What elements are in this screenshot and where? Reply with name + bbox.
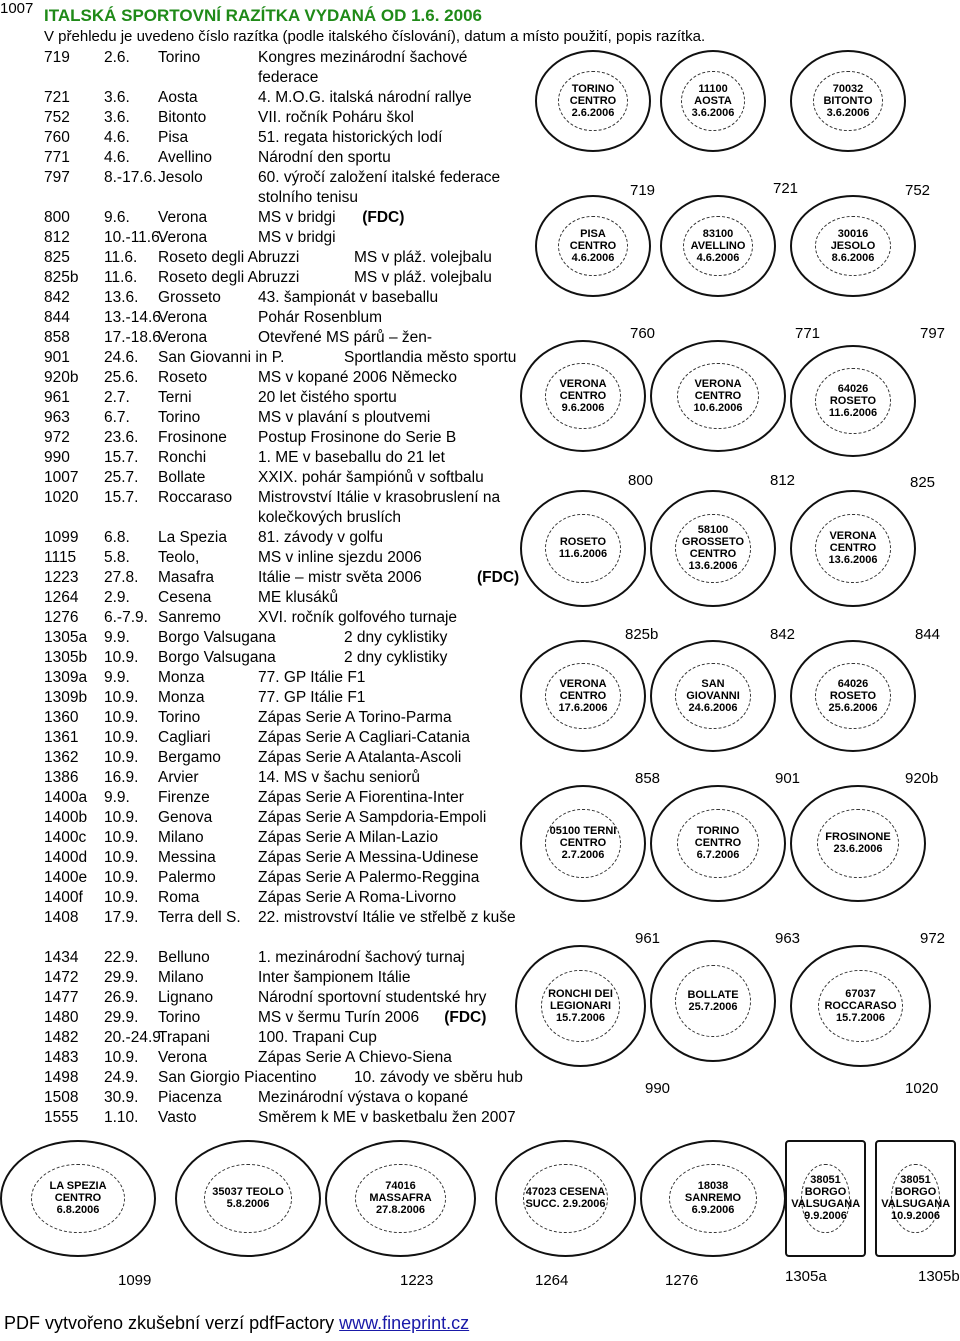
stamp-date: 1.10.	[104, 1109, 139, 1126]
postmark-image	[535, 50, 651, 152]
postmark-image	[515, 945, 646, 1067]
postmark-number: 1007	[0, 0, 34, 17]
postmark-image	[785, 1140, 866, 1257]
stamp-place: Roseto	[158, 369, 208, 386]
stamp-number: 1362	[44, 749, 79, 766]
postmark-number: 961	[635, 930, 661, 947]
stamp-description: 81. závody v golfu	[258, 529, 383, 546]
postmark-text: 35037 TEOLO 5.8.2006	[204, 1164, 291, 1234]
stamp-date: 10.9.	[104, 889, 139, 906]
stamp-description: 43. šampionát v baseballu	[258, 289, 439, 306]
stamp-number: 771	[44, 149, 70, 166]
stamp-description: MS v kopané 2006 Německo	[258, 369, 458, 386]
postmark-image	[650, 640, 776, 752]
stamp-number: 1400a	[44, 789, 88, 806]
postmark-text: TORINO CENTRO 2.6.2006	[558, 71, 627, 132]
postmark-image	[650, 340, 786, 452]
stamp-description: Kongres mezinárodní šachové federace	[258, 49, 468, 86]
stamp-date: 30.9.	[104, 1089, 139, 1106]
stamp-number: 1361	[44, 729, 79, 746]
stamp-description: 77. GP Itálie F1	[258, 669, 366, 686]
stamp-place: Sanremo	[158, 609, 221, 626]
stamp-description: XXIX. pohár šampiónů v softbalu	[258, 469, 484, 486]
stamp-number: 721	[44, 89, 70, 106]
postmark-image	[790, 345, 916, 457]
stamp-number: 752	[44, 109, 70, 126]
stamp-number: 1305b	[44, 649, 88, 666]
stamp-description: MS v inline sjezdu 2006	[258, 549, 422, 566]
intro-text: V přehledu je uvedeno číslo razítka (podle italského číslování), datum a místo použití, popis razítka.	[44, 28, 706, 45]
stamp-date: 2.6.	[104, 49, 130, 66]
stamp-date: 25.7.	[104, 469, 139, 486]
stamp-date: 5.8.	[104, 549, 130, 566]
stamp-date: 25.6.	[104, 369, 139, 386]
stamp-date: 9.9.	[104, 669, 130, 686]
postmark-text: VERONA CENTRO 10.6.2006	[677, 363, 758, 430]
stamp-description: 2 dny cyklistiky	[344, 649, 448, 666]
postmark-image	[650, 940, 776, 1062]
postmark-text: BOLLATE 25.7.2006	[675, 965, 750, 1038]
postmark-image	[875, 1140, 956, 1257]
stamp-date: 16.9.	[104, 769, 139, 786]
stamp-place: Lignano	[158, 989, 214, 1006]
stamp-number: 800	[44, 209, 70, 226]
stamp-number: 1555	[44, 1109, 79, 1126]
stamp-description: Národní sportovní studentské hry	[258, 989, 487, 1006]
stamp-description: 2 dny cyklistiky	[344, 629, 448, 646]
stamp-number: 1386	[44, 769, 79, 786]
stamp-number: 797	[44, 169, 70, 186]
stamp-description: Zápas Serie A Cagliari-Catania	[258, 729, 470, 746]
stamp-description: 4. M.O.G. italská národní rallye	[258, 89, 472, 106]
stamp-place: Torino	[158, 709, 201, 726]
stamp-number: 1508	[44, 1089, 79, 1106]
stamp-description: MS v bridgi	[258, 209, 336, 226]
stamp-date: 27.8.	[104, 569, 139, 586]
stamp-date: 8.-17.6.	[104, 169, 157, 186]
postmark-image	[650, 785, 786, 902]
stamp-number: 1400e	[44, 869, 88, 886]
footer-link[interactable]: www.fineprint.cz	[339, 1313, 470, 1333]
postmark-text: ROSETO 11.6.2006	[545, 514, 620, 584]
postmark-number: 721	[773, 180, 799, 197]
stamp-date: 10.9.	[104, 749, 139, 766]
stamp-description: Mezinárodní výstava o kopané	[258, 1089, 469, 1106]
stamp-number: 1264	[44, 589, 79, 606]
stamp-place: Roccaraso	[158, 489, 233, 506]
stamp-date: 17.-18.6.	[104, 329, 166, 346]
stamp-place: Bergamo	[158, 749, 221, 766]
stamp-number: 825	[44, 249, 70, 266]
postmark-image	[325, 1140, 476, 1257]
stamp-number: 961	[44, 389, 70, 406]
stamp-place: Roma	[158, 889, 200, 906]
stamp-description: Národní den sportu	[258, 149, 391, 166]
stamp-number: 825b	[44, 269, 79, 286]
stamp-place: Terni	[158, 389, 192, 406]
stamp-description: 100. Trapani Cup	[258, 1029, 377, 1046]
stamp-description: Postup Frosinone do Serie B	[258, 429, 457, 446]
postmark-text: 58100 GROSSETO CENTRO 13.6.2006	[675, 514, 750, 584]
stamp-number: 901	[44, 349, 70, 366]
stamp-description: 14. MS v šachu seniorů	[258, 769, 420, 786]
fdc-badge: (FDC)	[477, 569, 520, 586]
postmark-text: VERONA CENTRO 17.6.2006	[545, 663, 620, 730]
stamp-date: 23.6.	[104, 429, 139, 446]
stamp-place: Verona	[158, 209, 208, 226]
postmark-text: 30016 JESOLO 8.6.2006	[815, 216, 890, 277]
stamp-description: Zápas Serie A Palermo-Reggina	[258, 869, 480, 886]
stamp-number: 1223	[44, 569, 79, 586]
stamp-place: Firenze	[158, 789, 210, 806]
stamp-date: 4.6.	[104, 129, 130, 146]
stamp-place: Torino	[158, 49, 201, 66]
stamp-date: 3.6.	[104, 109, 130, 126]
stamp-date: 6.7.	[104, 409, 130, 426]
stamp-place: Palermo	[158, 869, 216, 886]
postmark-text: 18038 SANREMO 6.9.2006	[669, 1164, 756, 1234]
stamp-number: 842	[44, 289, 70, 306]
stamp-description: Zápas Serie A Fiorentina-Inter	[258, 789, 464, 806]
stamp-number: 812	[44, 229, 70, 246]
stamp-description: 60. výročí založení italské federace stolního tenisu	[258, 169, 501, 206]
postmark-image	[790, 490, 916, 607]
stamp-description: VII. ročník Poháru škol	[258, 109, 414, 126]
postmark-text: 05100 TERNI CENTRO 2.7.2006	[545, 809, 620, 879]
postmark-text: VERONA CENTRO 13.6.2006	[815, 514, 890, 584]
stamp-place: Verona	[158, 329, 208, 346]
stamp-place: Milano	[158, 969, 204, 986]
stamp-number: 1408	[44, 909, 79, 926]
stamp-date: 9.9.	[104, 629, 130, 646]
stamp-number: 1472	[44, 969, 79, 986]
postmark-number: 771	[795, 325, 821, 342]
stamp-description: Směrem k ME v basketbalu žen 2007	[258, 1109, 516, 1126]
stamp-description: Zápas Serie A Torino-Parma	[258, 709, 452, 726]
postmark-number: 1223	[400, 1272, 434, 1289]
stamp-place: Verona	[158, 1049, 208, 1066]
postmark-text: TORINO CENTRO 6.7.2006	[677, 809, 758, 879]
stamp-description: 51. regata historických lodí	[258, 129, 443, 146]
postmark-number: 1099	[118, 1272, 152, 1289]
stamp-date: 29.9.	[104, 969, 139, 986]
postmark-image	[640, 1140, 786, 1257]
stamp-number: 1483	[44, 1049, 79, 1066]
stamp-place: Grosseto	[158, 289, 221, 306]
stamp-date: 10.9.	[104, 869, 139, 886]
stamp-description: Pohár Rosenblum	[258, 309, 383, 326]
stamp-description: Inter šampionem Itálie	[258, 969, 411, 986]
stamp-number: 1477	[44, 989, 79, 1006]
postmark-number: 963	[775, 930, 801, 947]
stamp-place: San Giovanni in P.	[158, 349, 285, 366]
stamp-description: MS v pláž. volejbalu	[354, 269, 492, 286]
stamp-date: 6.-7.9.	[104, 609, 148, 626]
stamp-number: 1400d	[44, 849, 88, 866]
fdc-badge: (FDC)	[444, 1009, 487, 1026]
postmark-image	[790, 785, 926, 902]
stamp-description: Sportlandia město sportu	[344, 349, 517, 366]
postmark-text: VERONA CENTRO 9.6.2006	[545, 363, 620, 430]
postmark-number: 990	[645, 1080, 671, 1097]
stamp-place: Belluno	[158, 949, 210, 966]
stamp-number: 1309b	[44, 689, 88, 706]
postmark-image	[520, 490, 646, 607]
stamp-number: 1482	[44, 1029, 79, 1046]
stamp-date: 11.6.	[104, 269, 138, 286]
stamp-description: XVI. ročník golfového turnaje	[258, 609, 458, 626]
postmark-number: 797	[920, 325, 946, 342]
postmark-number: 844	[915, 626, 941, 643]
postmark-image	[650, 490, 776, 607]
postmark-text: 74016 MASSAFRA 27.8.2006	[355, 1164, 445, 1234]
stamp-description: 10. závody ve sběru hub	[354, 1069, 523, 1086]
stamp-place: Torino	[158, 409, 201, 426]
postmark-text: 64026 ROSETO 11.6.2006	[815, 368, 890, 435]
stamp-number: 1360	[44, 709, 79, 726]
stamp-description: 77. GP Itálie F1	[258, 689, 366, 706]
postmark-image	[495, 1140, 636, 1257]
stamp-number: 1400f	[44, 889, 83, 906]
stamp-description: Zápas Serie A Milan-Lazio	[258, 829, 439, 846]
stamp-number: 1400c	[44, 829, 87, 846]
stamp-place: Piacenza	[158, 1089, 222, 1106]
stamp-date: 2.7.	[104, 389, 130, 406]
stamp-number: 1400b	[44, 809, 88, 826]
stamp-number: 1480	[44, 1009, 79, 1026]
postmark-image	[660, 195, 776, 297]
stamp-place: Monza	[158, 669, 205, 686]
stamp-date: 10.9.	[104, 849, 139, 866]
stamp-number: 920b	[44, 369, 79, 386]
stamp-place: Frosinone	[158, 429, 227, 446]
stamp-date: 10.9.	[104, 1049, 139, 1066]
postmark-number: 1264	[535, 1272, 569, 1289]
postmark-image	[790, 945, 931, 1067]
postmark-number: 901	[775, 770, 801, 787]
stamp-number: 844	[44, 309, 70, 326]
stamp-place: Milano	[158, 829, 204, 846]
stamp-description: MS v šermu Turín 2006	[258, 1009, 420, 1026]
stamp-number: 990	[44, 449, 70, 466]
stamp-place: Borgo Valsugana	[158, 649, 276, 666]
stamp-date: 15.7.	[104, 489, 139, 506]
stamp-place: Avellino	[158, 149, 213, 166]
stamp-number: 1276	[44, 609, 79, 626]
postmark-text: 70032 BITONTO 3.6.2006	[813, 71, 882, 132]
postmark-text: 11100 AOSTA 3.6.2006	[681, 71, 744, 132]
stamp-description: 20 let čistého sportu	[258, 389, 397, 406]
stamp-description: Zápas Serie A Atalanta-Ascoli	[258, 749, 462, 766]
stamp-date: 3.6.	[104, 89, 130, 106]
stamp-description: 1. mezinárodní šachový turnaj	[258, 949, 465, 966]
stamp-number: 1434	[44, 949, 79, 966]
postmark-text: PISA CENTRO 4.6.2006	[558, 216, 627, 277]
stamp-date: 26.9.	[104, 989, 139, 1006]
postmark-text: 38051 BORGO VALSUGANA 10.9.2006	[891, 1164, 939, 1234]
postmark-number: 752	[905, 182, 931, 199]
stamp-number: 858	[44, 329, 70, 346]
page-heading: ITALSKÁ SPORTOVNÍ RAZÍTKA VYDANÁ OD 1.6. 2006	[44, 6, 482, 25]
postmark-image	[520, 340, 646, 452]
stamp-place: Verona	[158, 309, 208, 326]
stamp-date: 10.9.	[104, 689, 139, 706]
postmark-number: 842	[770, 626, 796, 643]
postmark-text: 67037 ROCCARASO 15.7.2006	[818, 970, 902, 1043]
postmark-number: 719	[630, 182, 656, 199]
stamp-place: La Spezia	[158, 529, 227, 546]
postmark-image	[175, 1140, 321, 1257]
stamp-place: San Giorgio Piacentino	[158, 1069, 317, 1086]
postmark-number: 1020	[905, 1080, 939, 1097]
postmark-text: 64026 ROSETO 25.6.2006	[815, 663, 890, 730]
postmark-text: 83100 AVELLINO 4.6.2006	[683, 216, 752, 277]
stamp-place: Monza	[158, 689, 205, 706]
stamp-date: 2.9.	[104, 589, 130, 606]
postmark-text: RONCHI DEI LEGIONARI 15.7.2006	[541, 970, 619, 1043]
postmark-text: 38051 BORGO VALSUGANA 9.9.2006	[801, 1164, 849, 1234]
stamp-place: Messina	[158, 849, 216, 866]
stamp-description: Otevřené MS párů – žen-	[258, 329, 433, 346]
stamp-place: Roseto degli Abruzzi	[158, 249, 300, 266]
stamp-place: Aosta	[158, 89, 198, 106]
postmark-text: SAN GIOVANNI 24.6.2006	[675, 663, 750, 730]
postmark-number: 1305b	[918, 1268, 960, 1285]
stamp-description: MS v plavání s ploutvemi	[258, 409, 431, 426]
stamp-place: Bitonto	[158, 109, 207, 126]
postmark-image	[660, 50, 766, 152]
stamp-description: Zápas Serie A Chievo-Siena	[258, 1049, 452, 1066]
stamp-description: Mistrovství Itálie v krasobruslení na kolečkových bruslích	[258, 489, 501, 526]
postmark-number: 825	[910, 474, 936, 491]
stamp-number: 1305a	[44, 629, 88, 646]
postmark-number: 812	[770, 472, 796, 489]
stamp-date: 11.6.	[104, 249, 138, 266]
stamp-date: 24.6.	[104, 349, 139, 366]
postmark-number: 1305a	[785, 1268, 827, 1285]
stamp-number: 1007	[44, 469, 79, 486]
stamp-place: Ronchi	[158, 449, 207, 466]
postmark-number: 1276	[665, 1272, 699, 1289]
stamp-description: Zápas Serie A Messina-Udinese	[258, 849, 479, 866]
stamp-number: 1099	[44, 529, 79, 546]
postmark-number: 920b	[905, 770, 939, 787]
stamp-date: 10.9.	[104, 829, 139, 846]
stamp-place: Bollate	[158, 469, 206, 486]
stamp-number: 719	[44, 49, 70, 66]
stamp-place: Vasto	[158, 1109, 197, 1126]
stamp-place: Roseto degli Abruzzi	[158, 269, 300, 286]
stamp-date: 10.9.	[104, 809, 139, 826]
stamp-date: 10.9.	[104, 729, 139, 746]
stamp-place: Pisa	[158, 129, 189, 146]
stamp-description: 22. mistrovství Itálie ve střelbě z kuše	[258, 909, 516, 926]
postmark-image	[790, 50, 906, 152]
stamp-number: 972	[44, 429, 70, 446]
postmark-text: FROSINONE 23.6.2006	[817, 809, 898, 879]
stamp-description: ME klusáků	[258, 589, 339, 606]
stamp-date: 6.8.	[104, 529, 130, 546]
stamp-place: Genova	[158, 809, 213, 826]
stamp-description: Zápas Serie A Roma-Livorno	[258, 889, 457, 906]
stamp-description: MS v bridgi	[258, 229, 336, 246]
stamp-description: Zápas Serie A Sampdoria-Empoli	[258, 809, 487, 826]
postmark-number: 760	[630, 325, 656, 342]
stamp-date: 10.-11.6.	[104, 229, 165, 246]
stamp-date: 15.7.	[104, 449, 139, 466]
stamp-number: 963	[44, 409, 70, 426]
fdc-badge: (FDC)	[362, 209, 405, 226]
postmark-image	[520, 785, 646, 902]
stamp-place: Trapani	[158, 1029, 210, 1046]
postmark-number: 825b	[625, 626, 659, 643]
stamp-date: 4.6.	[104, 149, 130, 166]
stamp-place: Teolo,	[158, 549, 200, 566]
stamp-date: 20.-24.9.	[104, 1029, 166, 1046]
postmark-text: LA SPEZIA CENTRO 6.8.2006	[31, 1164, 124, 1234]
postmark-text: 47023 CESENA SUCC. 2.9.2006	[523, 1164, 607, 1234]
stamp-number: 1309a	[44, 669, 88, 686]
footer-text: PDF vytvořeno zkušební verzí pdfFactory	[4, 1313, 340, 1333]
stamp-date: 29.9.	[104, 1009, 139, 1026]
stamp-number: 1498	[44, 1069, 79, 1086]
postmark-number: 858	[635, 770, 661, 787]
stamp-number: 1020	[44, 489, 79, 506]
stamp-place: Borgo Valsugana	[158, 629, 276, 646]
stamp-date: 9.9.	[104, 789, 130, 806]
stamp-place: Jesolo	[158, 169, 203, 186]
stamp-description: 1. ME v baseballu do 21 let	[258, 449, 445, 466]
stamp-place: Torino	[158, 1009, 201, 1026]
stamp-date: 17.9.	[104, 909, 139, 926]
postmark-image	[520, 640, 646, 752]
stamp-number: 1115	[44, 549, 77, 566]
postmark-image	[790, 640, 916, 752]
stamp-date: 10.9.	[104, 709, 139, 726]
stamp-place: Cesena	[158, 589, 212, 606]
stamp-date: 9.6.	[104, 209, 130, 226]
stamp-place: Masafra	[158, 569, 214, 586]
postmark-image	[790, 195, 916, 297]
postmark-image	[0, 1140, 156, 1257]
stamp-date: 10.9.	[104, 649, 139, 666]
postmark-image	[535, 195, 651, 297]
stamp-place: Arvier	[158, 769, 199, 786]
postmark-number: 972	[920, 930, 946, 947]
stamp-date: 13.6.	[104, 289, 139, 306]
stamp-description: Itálie – mistr světa 2006	[258, 569, 422, 586]
footer	[4, 1313, 469, 1334]
stamp-place: Terra dell S.	[158, 909, 241, 926]
postmark-number: 800	[628, 472, 654, 489]
stamp-date: 24.9.	[104, 1069, 139, 1086]
stamp-place: Cagliari	[158, 729, 211, 746]
stamp-description: MS v pláž. volejbalu	[354, 249, 492, 266]
stamp-number: 760	[44, 129, 70, 146]
stamp-date: 22.9.	[104, 949, 139, 966]
stamp-date: 13.-14.6.	[104, 309, 166, 326]
stamp-place: Verona	[158, 229, 208, 246]
